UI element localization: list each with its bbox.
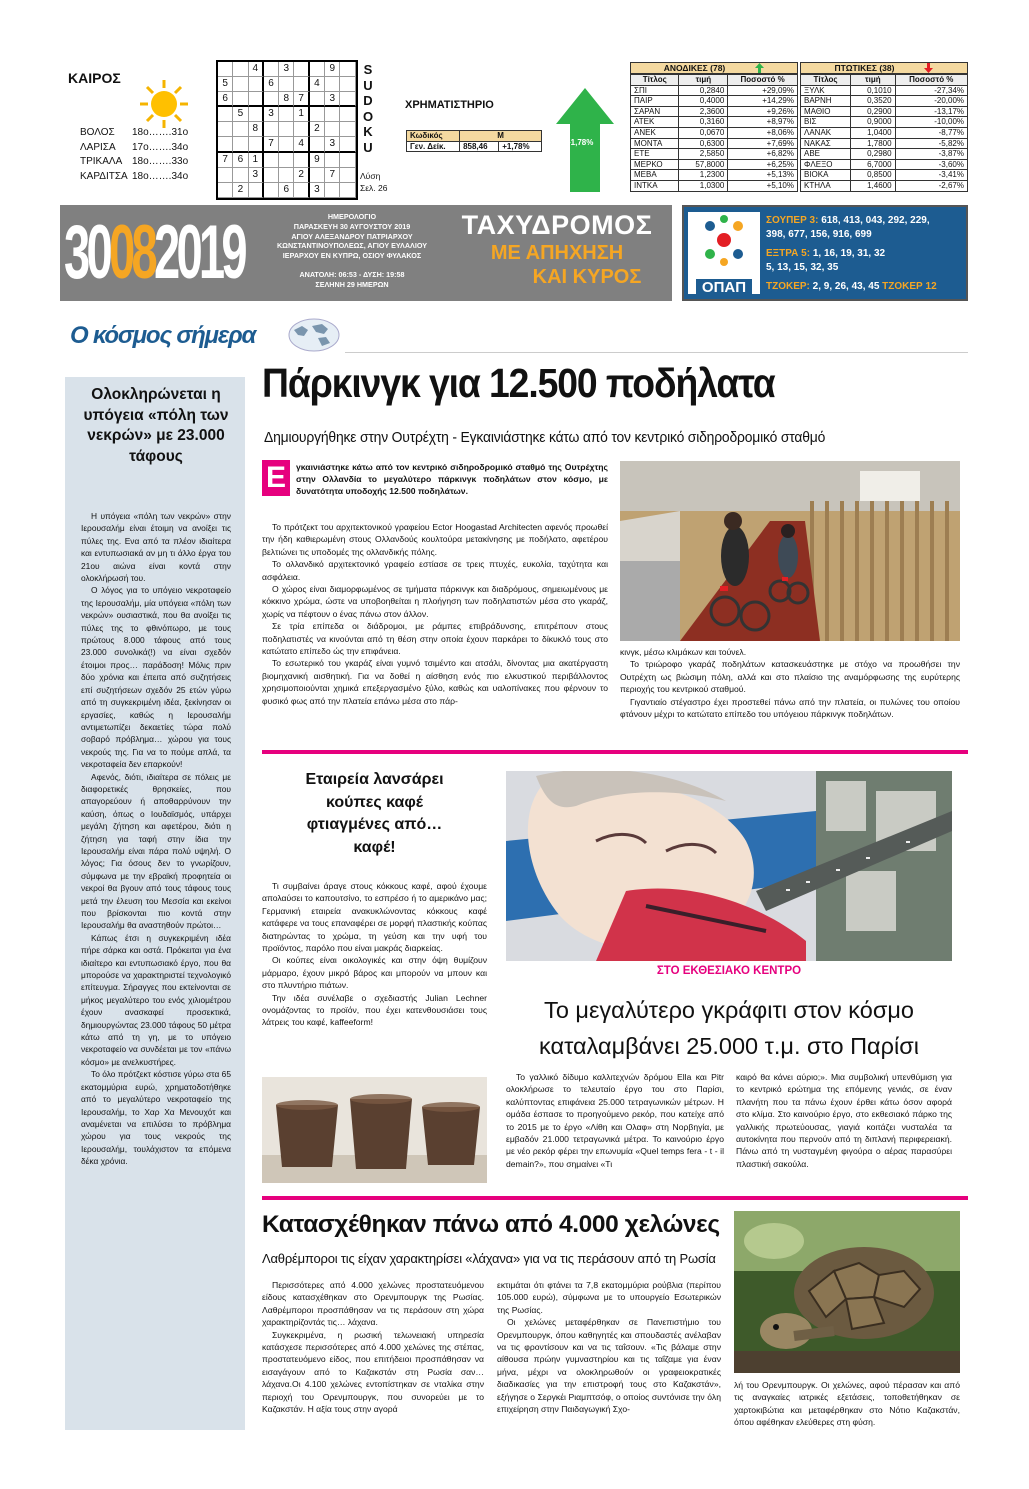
- sudoku-cell: 1: [294, 107, 309, 122]
- sudoku-cell: [325, 183, 340, 198]
- section-label: [70, 322, 255, 350]
- stock-col-header: τιμή: [851, 75, 895, 86]
- stock-price: 0,2980: [851, 149, 895, 160]
- turtle-paragraph: Περισσότερες από 4.000 χελώνες προστατευόμενου είδους κατασχέθηκαν στο Ορενμπουργκ της Ρωσίας. Λαθρέμποροι προσπάθησαν να τις περάσουν στη χώρα χαρακτηρίζοντάς τις… λάχανα.: [262, 1280, 484, 1328]
- sudoku-page-label: Σελ. 26: [360, 183, 388, 193]
- newspaper-masthead: [446, 209, 668, 289]
- sudoku-cell: [340, 183, 355, 198]
- stock-col-header: Τίτλος: [801, 75, 851, 86]
- stock-col-header: τιμή: [679, 75, 728, 86]
- sudoku-cell: 2: [310, 122, 325, 137]
- stock-change: +14,29%: [728, 96, 798, 107]
- stock-name: ΚΤΗΛΑ: [801, 180, 851, 191]
- sudoku-cell: [340, 137, 355, 152]
- stock-name: ΠΑΙΡ: [631, 96, 679, 107]
- sudoku-cell: [249, 92, 264, 107]
- sudoku-cell: 2: [233, 183, 248, 198]
- index-col-m: Μ: [460, 131, 542, 142]
- date-year: 2019: [153, 210, 244, 295]
- stock-row: [801, 106, 968, 117]
- sudoku-cell: [233, 168, 248, 183]
- sudoku-cell: [340, 77, 355, 92]
- stock-name: ΝΑΚΑΣ: [801, 138, 851, 149]
- stock-price: 0,3520: [851, 96, 895, 107]
- globe-map-icon: [288, 318, 340, 352]
- sudoku-cell: [279, 137, 294, 152]
- sudoku-cell: 8: [279, 92, 294, 107]
- sudoku-cell: [264, 183, 279, 198]
- extra5-numbers: 5, 13, 15, 32, 35: [766, 262, 839, 274]
- turtle-paragraph: εκτιμάται ότι φτάνει τα 7,8 εκατομμύρια ρούβλια (περίπου 105.000 ευρώ), σύμφωνα με το υπουργείο Εσωτερικών της Ρωσίας.: [497, 1280, 721, 1315]
- stock-name: ΜΟΝΤΑ: [631, 138, 679, 149]
- sudoku-letters: SUDOKU: [362, 62, 374, 155]
- stock-name: ΕΤΕ: [631, 149, 679, 160]
- falling-table: [800, 74, 968, 192]
- stock-name: ΜΕΒΑ: [631, 170, 679, 181]
- sudoku-cell: 3: [264, 107, 279, 122]
- stock-col-header: Ποσοστό %: [728, 75, 798, 86]
- sidebar-paragraph: Η υπόγεια «πόλη των νεκρών» στην Ιερουσαλήμ είναι έτοιμη να ανοίξει τις πύλες της. Ενα από τα πλέον ιδιαίτερα και εντυπωσιακά αν μη τι άλλο έργα του 21ου αιώνα είναι κοντά στην ολοκλήρωσή του.: [81, 511, 231, 584]
- sudoku-cell: [233, 137, 248, 152]
- sudoku-cell: [264, 122, 279, 137]
- sudoku-cell: [294, 122, 309, 137]
- city-name: ΚΑΡΔΙΤΣΑ: [80, 170, 128, 182]
- newspaper-tagline: ΚΑΙ ΚΥΡΟΣ: [532, 266, 642, 288]
- sudoku-cell: [218, 107, 233, 122]
- stock-change: +8,97%: [728, 117, 798, 128]
- sidebar-title: Ολοκληρώνεται η υπόγεια «πόλη των νεκρών» με 23.000 τάφους: [83, 386, 229, 465]
- stock-price: 0,8500: [851, 170, 895, 181]
- stock-price: 0,1010: [851, 85, 895, 96]
- index-col-code: Κωδικός: [407, 131, 460, 142]
- sudoku-cell: [340, 168, 355, 183]
- red-arrow-icon: [924, 63, 933, 73]
- sudoku-cell: [233, 92, 248, 107]
- date-day: 30: [64, 210, 109, 295]
- main-dropcap: Ε: [262, 460, 290, 496]
- stock-row: [631, 127, 798, 138]
- sudoku-cell: 6: [279, 183, 294, 198]
- moon-age: ΣΕΛΗΝΗ 29 ΗΜΕΡΩΝ: [315, 279, 389, 289]
- sudoku-cell: [279, 122, 294, 137]
- sudoku-cell: 4: [310, 77, 325, 92]
- sudoku-cell: [340, 62, 355, 77]
- rising-title: ΑΝΟΔΙΚΕΣ (78): [663, 63, 726, 73]
- city-temps: 17ο…….34ο: [132, 141, 189, 153]
- coffee-title: Εταιρεία λανσάρει κούπες καφέ φτιαγμένες από… καφέ!: [305, 771, 444, 856]
- sun-icon: [138, 78, 190, 130]
- sudoku-cell: [325, 77, 340, 92]
- stock-change: -3,87%: [895, 149, 967, 160]
- stock-price: 0,2900: [851, 106, 895, 117]
- sudoku-cell: [279, 168, 294, 183]
- sudoku-cell: 6: [233, 153, 248, 168]
- stock-name: ΑΒΕ: [801, 149, 851, 160]
- sudoku-cell: [218, 183, 233, 198]
- stock-row: [801, 180, 968, 191]
- divider-magenta: [262, 1196, 968, 1200]
- divider-magenta: [262, 750, 968, 754]
- calendar-line: ΚΩΝΣΤΑΝΤΙΝΟΥΠΟΛΕΩΣ, ΑΓΙΟΥ ΕΥΛΑΛΙΟΥ: [276, 241, 428, 251]
- main-lead: γκαινιάστηκε κάτω από τον κεντρικό σιδηροδρομικό σταθμό της Ουτρέχτης στην Ολλανδία το μεγαλύτερο πάρκινγκ ποδηλάτων στον κόσμο, με δυνατότητα υποδοχής 12.500 ποδηλάτων.: [296, 462, 608, 496]
- sudoku-cell: [233, 77, 248, 92]
- main-paragraph: Το ολλανδικό αρχιτεκτονικό γραφείο εστίασε σε τρεις πτυχές, ευκολία, ταχύτητα και ασφάλεια.: [262, 559, 608, 582]
- stock-change: +9,26%: [728, 106, 798, 117]
- index-table: [406, 130, 542, 152]
- calendar-title: ΗΜΕΡΟΛΟΓΙΟ: [327, 212, 377, 221]
- coffee-cups-photo: [262, 1077, 487, 1183]
- stock-price: 0,6300: [679, 138, 728, 149]
- sudoku-cell: [294, 183, 309, 198]
- stock-name: ΦΛΕΞΟ: [801, 159, 851, 170]
- sudoku-cell: [325, 122, 340, 137]
- turtle-col3: λή του Ορενμπουργκ. Οι χελώνες, αφού πέρασαν και από τις αναγκαίες ιατρικές εξετάσεις, τοποθετήθηκαν σε χαρτοκιβώτια και μεταφέρθηκαν στο Νότιο Καζακστάν, όπου αφέθηκαν ελεύθερες στη φύση.: [734, 1380, 960, 1428]
- city-name: ΤΡΙΚΑΛΑ: [80, 156, 123, 167]
- sudoku-cell: [249, 183, 264, 198]
- index-name: Γεν. Δείκ.: [407, 141, 460, 152]
- graffiti-col1: Το γαλλικό δίδυμο καλλιτεχνών δρόμου Ella και Pitr ολοκλήρωσε το τελευταίο έργο του στο Παρίσι, καλύπτοντας επιφάνεια 25.000 τετραγωνικών μέτρων. Η ομάδα έσπασε το προηγούμενο ρεκόρ, που κατείχε από το 2015 με το έργο «Λίθη και Ολαφ» στη Νορβηγία, με εμβαδόν 21.000 τετραγωνικά μέτρα. Το καινούριο έργο με νέο ρεκόρ φέρει την επωνυμία «Quel temps fera - t - il demain?», που σημαίνει «Τι: [506, 1072, 724, 1169]
- tortoise-photo: [734, 1211, 960, 1373]
- main-subhead: Δημιουργήθηκε στην Ουτρέχτη - Εγκαινιάστηκε κάτω από τον κεντρικό σιδηροδρομικό σταθμό: [264, 430, 826, 446]
- index-change: +1,78%: [499, 141, 542, 152]
- main-paragraph: Γιγαντιαίο στέγαστρο έχει προστεθεί πάνω από την πλατεία, οι πυλώνες του οποίου φτάνουν μέχρι το κατώτατο επίπεδο του υπόγειου πάρκινγκ ποδηλάτων.: [620, 696, 960, 720]
- stock-price: 0,9000: [851, 117, 895, 128]
- coffee-paragraph: Οι κούπες είναι οικολογικές και στην όψη θυμίζουν μάρμαρο, έχουν μικρό βάρος και μπορούν να μπουν και στο πλυντήριο πιάτων.: [262, 955, 487, 991]
- sun-times: ΑΝΑΤΟΛΗ: 06:53 - ΔΥΣΗ: 19:58: [299, 269, 405, 279]
- stock-row: [631, 149, 798, 160]
- sudoku-cell: 3: [279, 62, 294, 77]
- stock-row: [801, 170, 968, 181]
- sudoku-cell: [264, 168, 279, 183]
- sudoku-cell: 5: [218, 77, 233, 92]
- sudoku-cell: [279, 153, 294, 168]
- stock-row: [801, 149, 968, 160]
- sidebar-paragraph: Κάπως έτσι η συγκεκριμένη ιδέα πήρε σάρκα και οστά. Πρόκειται για ένα ιδιαίτερο και εντυπωσιακό έργο, που θα μπορούσε να χαρακτηριστεί τεχνολογικό επίτευγμα. Σήραγγες που εκτείνονται σε μήκος μεγαλύτερο του ενός χιλιομέτρου έχουν ανασκαφεί προσεκτικά, δημιουργώντας 23.000 τάφους 50 μέτρα κάτω από τη γη, με το υπόγειο νεκροταφείο να συνδέεται με τον «πάνω κόσμο» με ανελκυστήρες.: [81, 932, 231, 1067]
- stock-row: [801, 127, 968, 138]
- sudoku-cell: [325, 107, 340, 122]
- stock-price: 2,5850: [679, 149, 728, 160]
- sudoku-cell: [264, 153, 279, 168]
- section-label-b: σήμερα: [176, 322, 256, 349]
- stock-change: -27,34%: [895, 85, 967, 96]
- sudoku-grid: [216, 60, 358, 200]
- sudoku-cell: 4: [249, 62, 264, 77]
- lottery-results: [766, 214, 966, 294]
- stock-change: -3,41%: [895, 170, 967, 181]
- newspaper-name: ΤΑΧΥΔΡΟΜΟΣ: [461, 210, 653, 240]
- graffiti-headline: [506, 992, 952, 1064]
- sudoku-cell: 1: [249, 153, 264, 168]
- turtle-subhead: Λαθρέμποροι τις είχαν χαρακτηρίσει «λάχανα» για να τις περάσουν από τη Ρωσία: [262, 1251, 716, 1266]
- city-name: ΒΟΛΟΣ: [80, 127, 115, 138]
- stock-name: ΜΕΡΚΟ: [631, 159, 679, 170]
- sudoku-cell: [340, 122, 355, 137]
- sudoku-cell: 7: [264, 137, 279, 152]
- main-paragraph: Το τριώροφο γκαράζ ποδηλάτων κατασκευάστηκε με στόχο να προωθήσει την Ουτρέχτη ως βιώσιμη πόλη, αλλά και στο πλαίσιο της αναμόρφωσης της ευρύτερης περιοχής του κεντρικού σταθμού.: [620, 659, 960, 695]
- stock-name: ΜΑΘΙΟ: [801, 106, 851, 117]
- stock-change: +8,06%: [728, 127, 798, 138]
- stock-price: 1,2300: [679, 170, 728, 181]
- sudoku-cell: [310, 107, 325, 122]
- sudoku-cell: [310, 62, 325, 77]
- sudoku-cell: 3: [325, 137, 340, 152]
- sudoku-cell: [279, 77, 294, 92]
- calendar-line: ΑΓΙΟΥ ΑΛΕΞΑΝΔΡΟΥ ΠΑΤΡΙΑΡΧΟΥ: [291, 231, 413, 241]
- weather-cities: [80, 126, 188, 184]
- sudoku-cell: [264, 92, 279, 107]
- sudoku-cell: [310, 168, 325, 183]
- weather-title: ΚΑΙΡΟΣ: [68, 70, 121, 86]
- sudoku-cell: [340, 92, 355, 107]
- city-temps: 18ο…….33ο: [132, 156, 189, 167]
- stock-row: [801, 85, 968, 96]
- weather-box: [62, 60, 210, 200]
- calendar-line: ΠΑΡΑΣΚΕΥΗ 30 ΑΥΓΟΥΣΤΟΥ 2019: [293, 221, 411, 231]
- section-label-a: Ο κόσμος: [70, 322, 177, 349]
- sudoku-cell: 7: [294, 92, 309, 107]
- stock-price: 0,2840: [679, 85, 728, 96]
- sudoku-cell: 3: [249, 168, 264, 183]
- sudoku-solution-label: Λύση: [360, 171, 381, 181]
- sudoku-cell: 7: [218, 153, 233, 168]
- joker-numbers: 2, 9, 26, 43, 45: [812, 280, 880, 292]
- stock-row: [631, 96, 798, 107]
- stock-name: ΒΑΡΝΗ: [801, 96, 851, 107]
- stock-change: -20,00%: [895, 96, 967, 107]
- coffee-paragraph: Την ιδέα συνέλαβε ο σχεδιαστής Julian Lechner ονομάζοντας το προϊόν, που έχει κατενθουσιάσει τους λάτρεις του καφέ, kaffeeform!: [262, 992, 487, 1028]
- sudoku-cell: [340, 107, 355, 122]
- stock-change: +5,10%: [728, 180, 798, 191]
- stock-price: 1,7800: [851, 138, 895, 149]
- rising-stocks: [630, 62, 798, 192]
- turtle-col1: [262, 1279, 484, 1415]
- stock-change: -10,00%: [895, 117, 967, 128]
- stock-name: ΣΠΙ: [631, 85, 679, 96]
- stock-row: [801, 138, 968, 149]
- stock-change: +5,13%: [728, 170, 798, 181]
- sidebar-paragraph: Το όλο πρότζεκτ κόστισε γύρω στα 65 εκατομμύρια ευρώ, χρηματοδοτήθηκε από το μεγαλύτερο νεκροταφείο της Ιερουσαλήμ, το Χαρ Χα Μενουχότ και αναμένεται να επιλύσει το πρόβλημα χώρου για τους νεκρούς της Ιερουσαλήμ, τουλάχιστον τα επόμενα δέκα χρόνια.: [81, 1069, 231, 1167]
- stock-price: 6,7000: [851, 159, 895, 170]
- stock-row: [631, 106, 798, 117]
- opap-logo: [688, 212, 760, 294]
- section-rule: [345, 352, 968, 353]
- date-month: 08: [108, 210, 154, 295]
- sudoku-cell: [249, 77, 264, 92]
- coffee-body: [262, 880, 487, 1029]
- stock-row: [801, 159, 968, 170]
- sudoku-cell: 9: [310, 153, 325, 168]
- sudoku-cell: 8: [249, 122, 264, 137]
- sudoku-cell: [310, 92, 325, 107]
- joker-label: ΤΖΟΚΕΡ:: [766, 280, 810, 292]
- stock-change: -8,77%: [895, 127, 967, 138]
- graffiti-kicker: ΣΤΟ ΕΚΘΕΣΙΑΚΟ ΚΕΝΤΡΟ: [656, 965, 802, 977]
- stock-price: 0,0670: [679, 127, 728, 138]
- super3-label: ΣΟΥΠΕΡ 3:: [766, 215, 819, 226]
- sudoku-cell: 6: [218, 92, 233, 107]
- stock-row: [631, 85, 798, 96]
- stock-row: [631, 159, 798, 170]
- main-body-right: [620, 646, 960, 720]
- stock-row: [631, 138, 798, 149]
- sudoku-cell: [233, 122, 248, 137]
- turtle-headline: Κατασχέθηκαν πάνω από 4.000 χελώνες: [262, 1211, 720, 1238]
- stock-price: 1,0400: [851, 127, 895, 138]
- opap-brand: ΟΠΑΠ: [696, 279, 752, 297]
- opap-logo-icon: [688, 212, 760, 274]
- main-body-left: [262, 521, 608, 707]
- stock-name: ΑΤΕΚ: [631, 117, 679, 128]
- sudoku-cell: 3: [325, 92, 340, 107]
- city-temps: 18ο…….31ο: [132, 127, 189, 138]
- main-paragraph: Σε τρία επίπεδα οι διάδρομοι, με ράμπες επιβράδυνσης, επιτρέπουν στους ποδηλατιστές να κινούνται από τη θέση στην οποία έχουν παρκάρει το δίκυκλό τους στο κατώτατο επίπεδο ώς την επιφάνεια.: [262, 621, 608, 657]
- sudoku-cell: 6: [264, 77, 279, 92]
- stock-name: ΙΝΤΚΑ: [631, 180, 679, 191]
- stock-row: [801, 96, 968, 107]
- falling-stocks: [800, 62, 968, 192]
- main-paragraph: Ο χώρος είναι διαμορφωμένος σε τμήματα πάρκινγκ και διαδρόμους, σημειωμένους με κόκκινο χρώμα, ώστε να υποβοηθείται η πλοήγηση των ποδηλατιστών μέσα στο γκαράζ, χωρίς να πέφτουν ο ένας πάνω στον άλλον.: [262, 584, 608, 619]
- super3-numbers: 618, 413, 043, 292, 229,: [821, 215, 930, 226]
- turtle-paragraph: Οι χελώνες μεταφέρθηκαν σε Πανεπιστήμιο του Ορενμπουργκ, όπου καθηγητές και σπουδαστές ανέλαβαν να τις φροντίσουν και να τις ταΐσουν. «Τις βάλαμε στην αίθουσα πρώην γυμναστηρίου και τις ταΐζαμε για έναν μήνα, μέχρι να ολοκληρωθούν οι γραφειοκρατικές διαδικασίες για την επιστροφή τους στο Καζακστάν», εξήγησε ο Σεργκέι Ριαμπτσόφ, ο οποίος συντόνισε την όλη επιχείρηση στην Παιδαγωγική Σχο-: [497, 1317, 721, 1415]
- stock-name: ΑΝΕΚ: [631, 127, 679, 138]
- main-paragraph: Το πρότζεκτ του αρχιτεκτονικού γραφείου Ector Hoogastad Architecten αφενός προωθεί την ήδη καθιερωμένη στους Ολλανδούς κουλτούρα μετακίνησης με ποδήλατο, αφετέρου βελτιώνει τις υποδομές της ολλανδικής πόλης.: [262, 522, 608, 557]
- stock-change: +7,69%: [728, 138, 798, 149]
- stock-price: 57,8000: [679, 159, 728, 170]
- stock-change: +6,25%: [728, 159, 798, 170]
- stock-col-header: Ποσοστό %: [895, 75, 967, 86]
- sudoku-cell: [233, 62, 248, 77]
- sudoku-cell: [310, 137, 325, 152]
- stock-change: +29,09%: [728, 85, 798, 96]
- city-temps: 18ο…….34ο: [132, 170, 189, 182]
- main-paragraph: Το εσωτερικό του γκαράζ είναι γυμνό τσιμέντο και ατσάλι, δίνοντας μια ακατέργαστη βιομηχανική αισθητική. Για να δοθεί η αίσθηση ενός πιο ελκυστικού περιβάλλοντος χρησιμοποιούνται χημικά επεξεργασμένο ξύλο, καθώς και υαλοπίνακες που φέρνουν το φυσικό φως από την πλατεία επάνω μέσα στο πάρ-: [262, 658, 608, 706]
- stock-price: 0,4000: [679, 96, 728, 107]
- rising-table: [630, 74, 798, 192]
- sudoku-cell: [264, 62, 279, 77]
- sudoku-cell: [218, 168, 233, 183]
- sudoku-cell: [218, 122, 233, 137]
- index-arrow-label: +1,78%: [566, 138, 594, 147]
- falling-title: ΠΤΩΤΙΚΕΣ (38): [834, 63, 895, 73]
- extra5-label: ΕΞΤΡΑ 5:: [766, 247, 811, 259]
- sudoku-cell: [294, 62, 309, 77]
- sidebar-paragraph: Ο λόγος για το υπόγειο νεκροταφείο της Ιερουσαλήμ, μία υπόγεια «πόλη των νεκρών» ουσιαστικά, που θα ανοίξει τις πύλες της το φθινόπωρο, με τους πρώτους 8.000 τάφους από τους 23.000 συνολικά(!) να είναι σχεδόν έτοιμοι προς… παράδοση! Μόλις πριν δύο χρόνια και έπειτα από συζητήσεις επί συζητήσεων σχεδόν 25 ετών γύρω από τη συγκεκριμένη ιδέα, ξεκίνησαν οι εργασίες, καθώς η Ιερουσαλήμ αντιμετωπίζει δεκαετίες τώρα πολύ σοβαρό πρόβλημα… χώρου για τους νεκρούς της. Για να το πούμε απλά, τα νεκροταφεία δεν επαρκούν!: [81, 585, 231, 770]
- super3-numbers: 398, 677, 156, 916, 699: [766, 229, 872, 241]
- sudoku-cell: [249, 137, 264, 152]
- green-arrow-icon: [755, 63, 764, 73]
- stock-name: ΞΥΛΚ: [801, 85, 851, 96]
- stock-change: +6,82%: [728, 149, 798, 160]
- calendar-line: ΙΕΡΑΡΧΟΥ ΕΝ ΚΥΠΡΩ, ΟΣΙΟΥ ΦΥΛΑΚΟΣ: [282, 251, 422, 261]
- graffiti-headline-line: Το μεγαλύτερο γκράφιτι στον κόσμο: [544, 997, 914, 1023]
- stock-price: 1,4600: [851, 180, 895, 191]
- graffiti-photo: [506, 771, 952, 961]
- stock-price: 2,3600: [679, 106, 728, 117]
- sudoku-cell: 5: [233, 107, 248, 122]
- main-headline: Πάρκινγκ για 12.500 ποδήλατα: [262, 360, 775, 406]
- sudoku-cell: [218, 137, 233, 152]
- city-name: ΛΑΡΙΣΑ: [80, 141, 116, 153]
- extra5-numbers: 1, 16, 19, 31, 32: [812, 247, 886, 259]
- calendar: [272, 212, 432, 290]
- stock-price: 0,3160: [679, 117, 728, 128]
- index-value: 858,46: [460, 141, 499, 152]
- stock-change: -3,60%: [895, 159, 967, 170]
- stock-price: 1,0300: [679, 180, 728, 191]
- sudoku-cell: 4: [294, 137, 309, 152]
- stock-row: [801, 117, 968, 128]
- stock-change: -2,67%: [895, 180, 967, 191]
- turtle-col2: [497, 1279, 721, 1415]
- stock-row: [631, 180, 798, 191]
- weather-row: [80, 170, 188, 185]
- stock-name: ΣΑΡΑΝ: [631, 106, 679, 117]
- stock-name: ΒΙΟΚΑ: [801, 170, 851, 181]
- stock-row: [631, 170, 798, 181]
- weather-row: [80, 155, 188, 170]
- sidebar-paragraph: Αφενός, διότι, ιδιαίτερα σε πόλεις με διαφορετικές θρησκείες, που απαγορεύουν ή αποθαρρύνουν την καύση, όπως ο Ιουδαϊσμός, υπάρχει μεγάλη ζήτηση και αφετέρου, διότι η ζήτηση για ταφή στην ίδια την Ιερουσαλήμ είναι πάρα πολύ υψηλή. Ο λόγος; Για όσους δεν το γνωρίζουν, σύμφωνα με την εβραϊκή προφητεία οι νεκροί θα βγουν από τους τάφους τους μετά την έλευση του Μεσσία και εκείνοι που βρίσκονται πιο κοντά στην Ιερουσαλήμ θα αναστηθούν πρώτοι…: [81, 771, 231, 931]
- stock-name: ΛΑΝΑΚ: [801, 127, 851, 138]
- weather-row: [80, 141, 188, 156]
- graffiti-col2: καιρό θα κάνει αύριο;». Μια συμβολική υπενθύμιση για το κεντρικό ερώτημα της επόμενης γενιάς, σε έναν πλανήτη που τα πάνω έχουν έρθει κάτω όσον αφορά στο κλίμα. Στο καινούριο έργο, στο εκθεσιακό πάρκο της γαλλικής πρωτεύουσας, γιαγιά κοιτάζει νυσταλέα τα αυτοκίνητα που περνούν από τη διπλανή περιφερειακή. Πάνω από τη νυσταγμένη φιγούρα ο αέρας παρασύρει πλαστική σακούλα.: [736, 1072, 952, 1169]
- stock-col-header: Τίτλος: [631, 75, 679, 86]
- stock-change: -5,82%: [895, 138, 967, 149]
- sudoku-cell: [294, 77, 309, 92]
- newspaper-tagline: ΜΕ ΑΠΗΧΗΣΗ: [490, 242, 624, 264]
- joker-extra: ΤΖΟΚΕΡ 12: [882, 280, 937, 292]
- stock-name: ΒΙΣ: [801, 117, 851, 128]
- sudoku-cell: 3: [310, 183, 325, 198]
- sidebar-body: [81, 510, 231, 1168]
- sudoku-cell: 2: [294, 168, 309, 183]
- stock-market-title: ΧΡΗΜΑΤΙΣΤΗΡΙΟ: [405, 99, 494, 111]
- stock-change: -13,17%: [895, 106, 967, 117]
- graffiti-headline-line: καταλαμβάνει 25.000 τ.μ. στο Παρίσι: [539, 1033, 919, 1059]
- sudoku-cell: [325, 153, 340, 168]
- sudoku-cell: [279, 107, 294, 122]
- sudoku-cell: 7: [325, 168, 340, 183]
- sudoku-cell: [218, 62, 233, 77]
- sudoku-cell: [249, 107, 264, 122]
- sudoku-cell: [294, 153, 309, 168]
- sudoku-cell: [340, 153, 355, 168]
- big-date: [64, 208, 244, 298]
- coffee-paragraph: Τι συμβαίνει άραγε στους κόκκους καφέ, αφού έχουμε απολαύσει το καπουτσίνο, το εσπρέσο ή το αμερικάνο μας; Γερμανική εταιρεία ανακυκλώνοντας κόκκους καφέ κατάφερε να τους επαναφέρει σε μορφή πλαστικής κούπας διατηρώντας το χρώμα, τη γεύση και την υφή του προϊόντος, παρόλο που είναι μακράς διαρκείας.: [262, 881, 487, 954]
- bike-parking-photo: [620, 461, 960, 641]
- stock-row: [631, 117, 798, 128]
- sudoku-cell: 9: [325, 62, 340, 77]
- weather-row: [80, 126, 188, 141]
- turtle-paragraph: Συγκεκριμένα, η ρωσική τελωνειακή υπηρεσία κατάσχεσε περισσότερες από 4.000 χελώνες της στέπας, προστατευόμενο είδος, που επιτήδειοι προσπάθησαν να εισαγάγουν από το Καζακστάν στη Ρωσία σαν… λάχανα.Οι 4.100 χελώνες εντοπίστηκαν σε νταλίκα στην περιοχή του Ορενμπουργκ, που συνορεύει με το Καζακστάν. Η αξία τους στην αγορά: [262, 1329, 484, 1415]
- main-paragraph: κινγκ, μέσω κλιμάκων και τούνελ.: [620, 647, 747, 657]
